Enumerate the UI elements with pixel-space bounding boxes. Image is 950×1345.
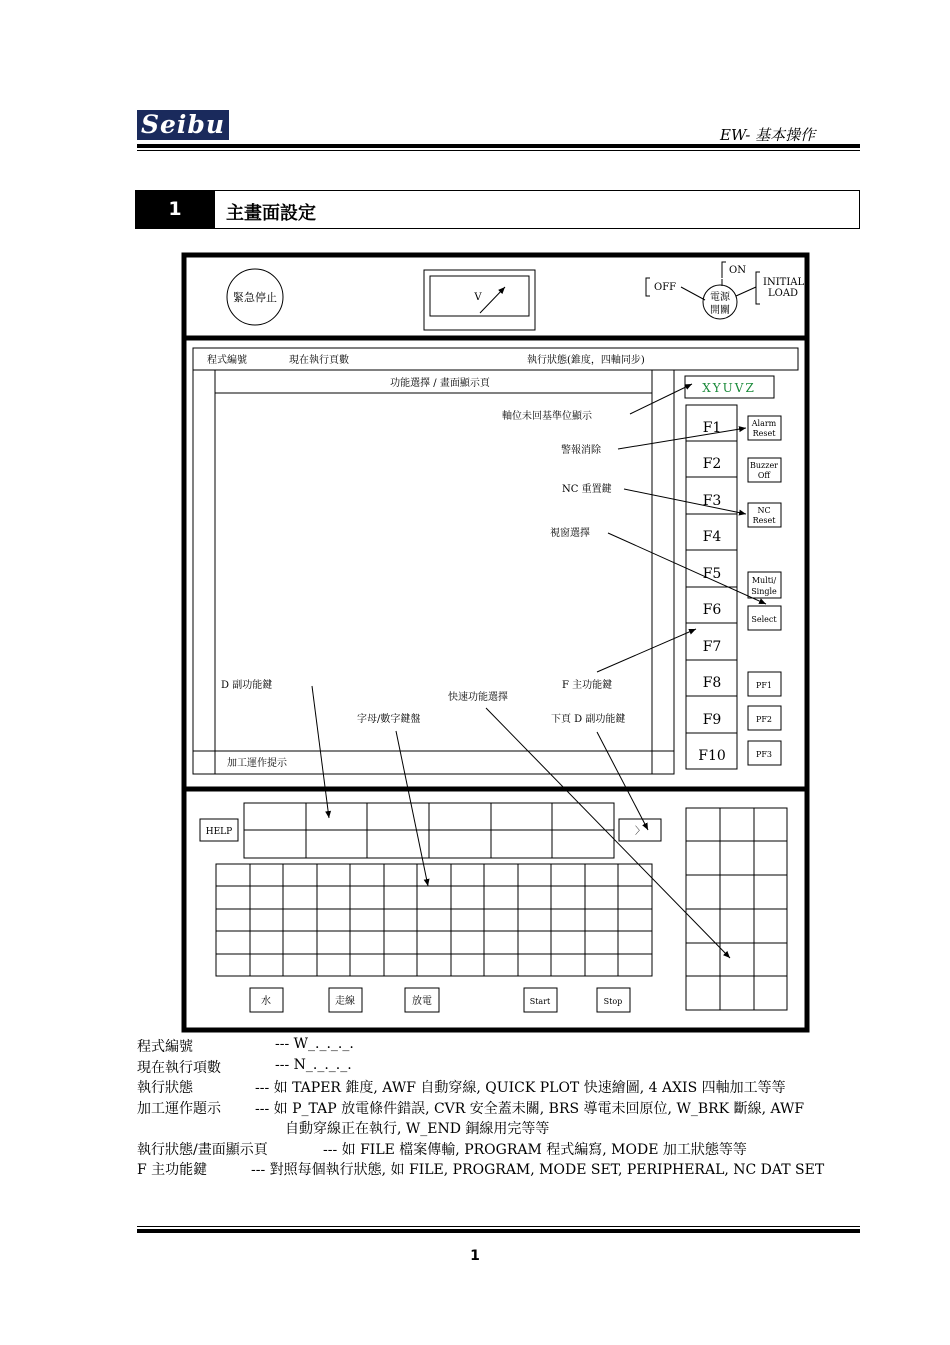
wire-run-button-label: 走線 xyxy=(335,996,355,1007)
legend-row xyxy=(137,1077,786,1097)
pf3-label: PF3 xyxy=(755,750,773,759)
initial-load-label-1: INITIAL xyxy=(763,277,805,288)
buzzer-off-label-2: Off xyxy=(757,471,771,480)
legend-key: 執行狀態/畫面顯示頁 xyxy=(137,1142,268,1158)
stop-button-label: Stop xyxy=(603,997,623,1006)
select-label: Select xyxy=(751,615,777,624)
callout-alnum-keyboard: 字母/數字鍵盤 xyxy=(357,714,421,725)
status-program-no: 程式編號 xyxy=(207,355,247,366)
f10-key[interactable]: F10 xyxy=(698,748,726,764)
f1-key[interactable]: F1 xyxy=(702,420,722,436)
legend-row xyxy=(137,1098,805,1118)
f3-key[interactable]: F3 xyxy=(702,493,722,509)
legend-key: 執行狀態 xyxy=(137,1080,193,1096)
buzzer-off-label-1: Buzzer xyxy=(749,461,779,470)
machining-hint-label: 加工運作提示 xyxy=(227,758,287,769)
legend-row xyxy=(137,1139,747,1159)
status-bar xyxy=(193,348,798,370)
f7-key[interactable]: F7 xyxy=(702,639,722,655)
f2-key[interactable]: F2 xyxy=(702,456,722,472)
pf1-label: PF1 xyxy=(755,681,773,690)
legend-row xyxy=(137,1036,354,1056)
callout-alarm-clear: 警報消除 xyxy=(561,445,601,456)
nc-reset-label-1: NC xyxy=(757,506,771,515)
legend-value: 自動穿線正在執行, W_END 銅線用完等等 xyxy=(285,1121,550,1137)
power-off-label: OFF xyxy=(654,282,677,293)
legend-value: --- 如 TAPER 錐度, AWF 自動穿線, QUICK PLOT 快速繪圖, 4 AXIS 四軸加工等等 xyxy=(255,1080,786,1096)
discharge-button-label: 放電 xyxy=(412,996,432,1007)
section-label: EW- 基本操作 xyxy=(720,126,816,144)
multi-single-label-1: Multi/ xyxy=(751,576,777,585)
legend-value: --- W_._._._. xyxy=(275,1036,354,1052)
legend-row xyxy=(137,1057,352,1077)
f6-key[interactable]: F6 xyxy=(702,602,722,618)
alphanumeric-keyboard xyxy=(216,864,652,976)
callout-nc-reset: NC 重置鍵 xyxy=(562,484,612,495)
footer-rule-thin xyxy=(137,1226,860,1227)
callout-quick-select: 快速功能選擇 xyxy=(448,692,508,703)
f5-key[interactable]: F5 xyxy=(702,566,722,582)
multi-single-label-2: Single xyxy=(751,587,777,596)
status-current-page: 現在執行頁數 xyxy=(289,355,349,366)
legend-value: --- N_._._._. xyxy=(275,1057,352,1073)
legend-value: --- 如 FILE 檔案傳輸, PROGRAM 程式編寫, MODE 加工狀態等等 xyxy=(323,1142,747,1158)
nc-reset-label-2: Reset xyxy=(752,516,776,525)
soft-key-row xyxy=(244,803,614,858)
callout-window-select: 視窗選擇 xyxy=(550,528,590,539)
section-number: 1 xyxy=(135,190,215,229)
voltmeter-label: V xyxy=(474,292,482,303)
power-switch-label-2: 開關 xyxy=(710,305,730,316)
legend-key: F 主功能鍵 xyxy=(137,1162,208,1178)
legend-key: 程式編號 xyxy=(137,1039,193,1055)
legend-value: --- 對照每個執行狀態, 如 FILE, PROGRAM, MODE SET, PERIPHERAL, NC DAT SET xyxy=(251,1162,825,1178)
footer-rule xyxy=(137,1229,860,1233)
power-switch-label-1: 電源 xyxy=(710,292,730,303)
callout-next-page-d: 下頁 D 副功能鍵 xyxy=(551,714,626,725)
legend-key: 現在執行項數 xyxy=(137,1060,221,1076)
callout-arrows xyxy=(312,384,766,958)
company-logo: Seibu xyxy=(137,110,229,140)
emergency-stop-label: 緊急停止 xyxy=(233,291,277,304)
pf2-label: PF2 xyxy=(755,715,773,724)
start-button-label: Start xyxy=(529,997,551,1006)
callout-d-sub-keys: D 副功能鍵 xyxy=(221,680,273,691)
power-on-label: ON xyxy=(729,265,746,276)
water-button-label: 水 xyxy=(261,996,271,1007)
status-exec-state: 執行狀態(錐度，四軸同步) xyxy=(527,355,645,366)
legend-value: --- 如 P_TAP 放電條件錯誤, CVR 安全蓋未關, BRS 導電未回原位, W_BRK 斷線, AWF xyxy=(255,1101,805,1117)
section-title: 主畫面設定 xyxy=(226,203,316,224)
callout-f-main-keys: F 主功能鍵 xyxy=(562,680,613,691)
quick-function-keypad xyxy=(686,808,787,1010)
axis-display-text: XYUVZ xyxy=(702,381,756,395)
next-page-key-label: 〉 xyxy=(635,826,645,837)
legend-key: 加工運作題示 xyxy=(137,1101,221,1117)
alarm-reset-label-1: Alarm xyxy=(751,419,777,428)
help-key-label: HELP xyxy=(205,827,233,837)
callout-axis-not-ref: 軸位未回基準位顯示 xyxy=(502,411,592,422)
f8-key[interactable]: F8 xyxy=(702,675,722,691)
f4-key[interactable]: F4 xyxy=(702,529,722,545)
legend-row xyxy=(137,1159,825,1179)
f9-key[interactable]: F9 xyxy=(702,712,722,728)
screen-title: 功能選擇 / 畫面顯示頁 xyxy=(390,378,490,389)
initial-load-label-2: LOAD xyxy=(768,288,799,299)
alarm-reset-label-2: Reset xyxy=(752,429,776,438)
page-number: 1 xyxy=(470,1248,480,1264)
